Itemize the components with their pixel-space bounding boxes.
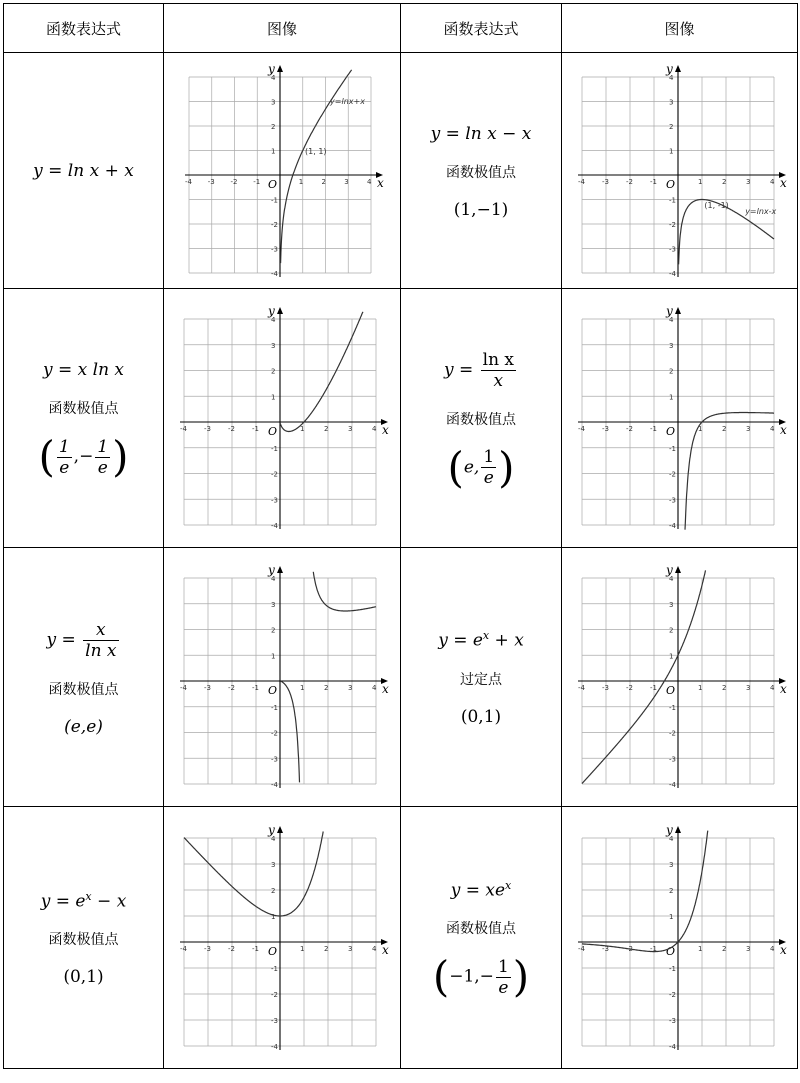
formula-ex-minus-x [4,890,163,912]
graph-ex-plus-x [570,562,790,792]
origin-label: O [268,425,278,438]
x-tick-label: -2 [230,177,238,186]
extremum-note: 函数极值点 [48,932,119,949]
y-axis-arrow-icon [277,65,283,72]
function-curve [582,830,708,951]
point-annotation: (1, 1) [305,146,327,156]
function-table [3,3,798,1069]
y-tick-label: 3 [271,98,276,106]
y-tick-label: -2 [271,220,278,229]
x-tick-label: 3 [745,684,750,692]
x-tick-label: -1 [649,425,657,433]
y-tick-label: -3 [271,496,278,505]
y-tick-label: -1 [668,703,676,712]
formula-exp: x [482,629,490,643]
formula-x-ex [401,879,561,901]
x-tick-label: -3 [601,177,609,186]
y-axis-label: y [268,563,275,577]
x-tick-label: 4 [367,177,372,186]
formula-exp: x [85,889,92,903]
x-tick-label: 2 [321,177,326,186]
y-tick-label: 3 [668,860,673,869]
x-tick-label: -4 [180,684,187,692]
frac-num: ln x [482,349,515,370]
y-tick-label: -3 [668,496,676,505]
x-axis-label: x [382,423,389,437]
x-tick-label: 4 [372,944,377,953]
formula-lnx-over-x [401,350,561,391]
graph-x-over-lnx [172,562,392,792]
formula-cell [401,807,562,1069]
y-axis-label: y [268,61,275,76]
y-tick-label: -1 [668,444,676,453]
x-tick-label: 2 [721,177,726,186]
extremum-note: 函数极值点 [446,921,516,938]
graph-cell [164,807,401,1069]
x-tick-label: -1 [252,684,259,692]
origin-label: O [665,944,675,958]
y-tick-label: 4 [668,575,673,583]
table-row [4,548,798,807]
graph-cell [164,53,401,289]
function-curve [582,570,706,783]
x-axis-label: x [377,175,384,190]
x-tick-label: 3 [745,177,750,186]
x-tick-label: -1 [252,425,259,433]
y-tick-label: -3 [271,245,278,253]
origin-label: O [268,177,278,191]
y-tick-label: -3 [271,1016,278,1025]
origin-label: O [665,425,675,438]
formula-base: y = e [438,630,483,651]
point-a: e, [463,457,480,477]
y-tick-label: 3 [271,860,276,869]
formula-x-over-lnx [4,620,163,661]
formula-cell [401,53,562,289]
fixed-point: (0,1) [460,706,502,727]
y-tick-label: -3 [668,755,676,764]
graph-cell [562,289,798,548]
x-tick-label: -1 [649,944,657,953]
header-formula-left: 函数表达式 [4,4,164,53]
extremum-note: 函数极值点 [446,164,516,181]
formula-base: y = xe [450,880,506,901]
y-tick-label: -4 [668,1042,676,1051]
y-axis-arrow-icon [277,826,283,833]
formula-lhs: y = [46,629,76,650]
y-tick-label: -1 [668,196,676,204]
frac-num: 1 [58,436,70,457]
x-tick-label: 3 [344,177,349,186]
formula-base: y = e [40,891,86,912]
x-axis-label: x [779,423,787,437]
x-tick-label: 3 [348,684,353,692]
extremum-point: (1,−1) [453,199,509,220]
y-tick-label: 2 [271,122,276,131]
y-tick-label: -1 [271,703,278,712]
x-tick-label: 3 [745,425,750,433]
x-tick-label: -2 [228,425,235,433]
y-tick-label: -1 [271,964,278,973]
formula-cell [4,548,164,807]
x-tick-label: -3 [601,944,609,953]
y-axis-arrow-icon [277,307,283,314]
y-tick-label: 2 [271,367,276,376]
formula-cell [401,289,562,548]
origin-label: O [268,684,278,697]
header-graph-left: 图像 [164,4,401,53]
graph-lnx-minus-x [570,61,790,281]
y-tick-label: -4 [668,522,676,530]
x-tick-label: -3 [204,684,211,692]
x-tick-label: 3 [745,944,750,953]
extremum-point: (0,1) [63,967,104,988]
graph-x-ex [570,822,790,1054]
y-tick-label: -4 [271,269,278,278]
y-axis-label: y [268,304,275,318]
y-tick-label: 3 [271,600,276,609]
y-axis-arrow-icon [277,566,283,573]
x-tick-label: -4 [180,425,187,433]
formula-lhs: y = [443,359,474,380]
x-tick-label: -4 [577,425,585,433]
x-tick-label: -2 [625,425,633,433]
x-tick-label: 1 [298,177,304,186]
x-tick-label: -1 [649,177,657,186]
x-axis-label: x [779,682,787,696]
x-tick-label: -4 [185,177,192,186]
y-tick-label: -3 [271,755,278,764]
y-tick-label: 4 [271,73,276,82]
extremum-note: 函数极值点 [48,401,119,417]
x-tick-label: 1 [697,177,702,186]
x-tick-label: -3 [207,177,215,186]
y-tick-label: 2 [668,886,673,895]
y-axis-label: y [268,822,275,837]
y-tick-label: -3 [668,1016,676,1025]
extremum-point: ( $\frac{1}{e}$ ,− $\frac{1}{e}$ ) [38,432,129,481]
extremum-note: 函数极值点 [48,681,119,698]
y-axis-arrow-icon [675,826,681,833]
point-sep: ,− [73,446,94,467]
x-tick-label: 4 [372,425,377,433]
y-tick-label: -4 [271,1042,278,1051]
graph-x-lnx [172,303,392,533]
curve-label: y=lnx-x [744,206,776,216]
x-tick-label: 2 [721,425,726,433]
formula-ex-plus-x [401,629,561,651]
y-tick-label: 1 [271,393,276,402]
y-axis-label: y [665,563,673,577]
formula-lnx-plus-x: y = ln x + x [33,160,134,181]
y-tick-label: 2 [271,886,276,895]
formula-cell [4,53,164,289]
y-tick-label: -2 [668,990,676,999]
x-tick-label: -3 [204,944,211,953]
header-row [4,4,798,53]
formula-exp: x [505,878,512,892]
y-tick-label: -1 [271,196,278,204]
y-tick-label: 1 [668,912,673,921]
origin-label: O [268,944,278,958]
frac-num: 1 [497,956,509,977]
x-tick-label: 3 [348,425,353,433]
x-tick-label: 4 [769,425,774,433]
y-tick-label: -4 [668,781,676,789]
y-tick-label: -4 [271,522,278,530]
y-tick-label: 4 [271,316,276,324]
y-tick-label: -2 [668,470,676,479]
y-tick-label: 4 [668,73,673,82]
y-tick-label: -2 [668,729,676,738]
frac-num: x [83,620,118,641]
origin-label: O [665,684,675,697]
x-tick-label: 4 [372,684,377,692]
y-tick-label: 3 [668,98,673,106]
extremum-note: 函数极值点 [446,411,516,428]
y-tick-label: -2 [668,220,676,229]
x-tick-label: -2 [228,684,235,692]
x-tick-label: -4 [577,944,585,953]
y-tick-label: 2 [271,626,276,635]
x-tick-label: 1 [697,425,702,433]
frac-num: 1 [97,436,109,457]
y-axis-arrow-icon [675,566,681,573]
graph-lnx-plus-x [177,61,387,281]
header-formula-right: 函数表达式 [401,4,562,53]
formula-cell [401,548,562,807]
table-row [4,807,798,1069]
header-graph-right: 图像 [562,4,798,53]
y-tick-label: -2 [271,470,278,479]
y-tick-label: -2 [271,729,278,738]
point-a: −1,− [449,966,494,987]
x-tick-label: 1 [300,425,305,433]
frac-den: e [97,457,108,478]
graph-lnx-over-x [570,303,790,533]
graph-cell [562,548,798,807]
y-tick-label: 1 [668,147,673,155]
origin-label: O [665,177,675,191]
x-tick-label: -3 [601,425,609,433]
frac-den: e [498,977,509,998]
formula-cell [4,289,164,548]
y-tick-label: -1 [271,444,278,453]
function-curve [280,312,363,432]
graph-cell [164,548,401,807]
y-axis-label: y [665,304,673,318]
y-tick-label: 1 [668,393,673,402]
x-tick-label: -3 [204,425,211,433]
formula-x-lnx: y = x ln x [42,360,125,380]
table-row [4,53,798,289]
frac-den: x [493,370,504,391]
extremum-point: (e, $\frac{1}{e}$ ) [447,442,515,492]
x-tick-label: 2 [324,425,329,433]
y-tick-label: 1 [271,912,276,921]
frac-num: 1 [483,447,495,467]
y-tick-label: 4 [668,834,673,843]
formula-tail: − x [91,891,127,912]
y-tick-label: -3 [668,245,676,253]
x-tick-label: -4 [180,944,187,953]
y-tick-label: 3 [668,341,673,350]
x-tick-label: 2 [721,684,726,692]
y-tick-label: 3 [271,341,276,350]
x-tick-label: -1 [649,684,657,692]
x-tick-label: 1 [697,684,702,692]
fixed-point-note: 过定点 [460,671,502,688]
frac-den: e [483,468,494,488]
function-curve [184,831,323,916]
y-tick-label: 2 [668,626,673,635]
formula-lnx-minus-x: y = ln x − x [430,123,532,144]
y-tick-label: -1 [668,964,676,973]
x-tick-label: 2 [324,944,329,953]
x-tick-label: 1 [697,944,702,953]
y-tick-label: 3 [668,600,673,609]
y-tick-label: 2 [668,122,673,131]
y-tick-label: 1 [271,652,276,661]
x-tick-label: -2 [625,684,633,692]
x-axis-label: x [382,942,389,957]
x-tick-label: 1 [300,944,305,953]
x-tick-label: -1 [253,177,261,186]
x-tick-label: -2 [625,944,633,953]
extremum-point: (e,e) [64,716,103,737]
y-tick-label: 4 [271,575,276,583]
y-axis-label: y [665,61,673,76]
graph-cell [562,807,798,1069]
y-axis-label: y [665,822,673,837]
y-axis-arrow-icon [675,307,681,314]
frac-den: e [59,457,70,478]
formula-cell [4,807,164,1069]
x-tick-label: 2 [721,944,726,953]
x-tick-label: -2 [228,944,235,953]
x-tick-label: -4 [577,684,585,692]
x-tick-label: -2 [625,177,633,186]
formula-tail: + x [489,630,524,651]
x-tick-label: 4 [769,944,774,953]
x-tick-label: -4 [577,177,585,186]
frac-den: ln x [85,640,117,661]
graph-cell [164,289,401,548]
curve-label: y=lnx+x [330,96,365,106]
y-tick-label: 1 [271,147,276,155]
table-row [4,289,798,548]
x-axis-label: x [779,175,787,190]
y-axis-arrow-icon [675,65,681,72]
x-tick-label: -3 [601,684,609,692]
x-tick-label: -1 [252,944,259,953]
x-axis-label: x [779,942,787,957]
y-tick-label: 4 [271,834,276,843]
x-tick-label: 4 [769,684,774,692]
graph-ex-minus-x [172,822,392,1054]
x-tick-label: 4 [769,177,774,186]
y-tick-label: -4 [668,269,676,278]
x-axis-label: x [382,682,389,696]
point-annotation: (1, -1) [703,200,729,210]
y-tick-label: 2 [668,367,673,376]
extremum-point: (−1,− $\frac{1}{e}$ ) [432,952,530,1002]
x-tick-label: 2 [324,684,329,692]
y-tick-label: 4 [668,316,673,324]
x-tick-label: 3 [348,944,353,953]
y-tick-label: -4 [271,781,278,789]
graph-cell [562,53,798,289]
y-tick-label: 1 [668,652,673,661]
y-tick-label: -2 [271,990,278,999]
x-tick-label: 1 [300,684,305,692]
